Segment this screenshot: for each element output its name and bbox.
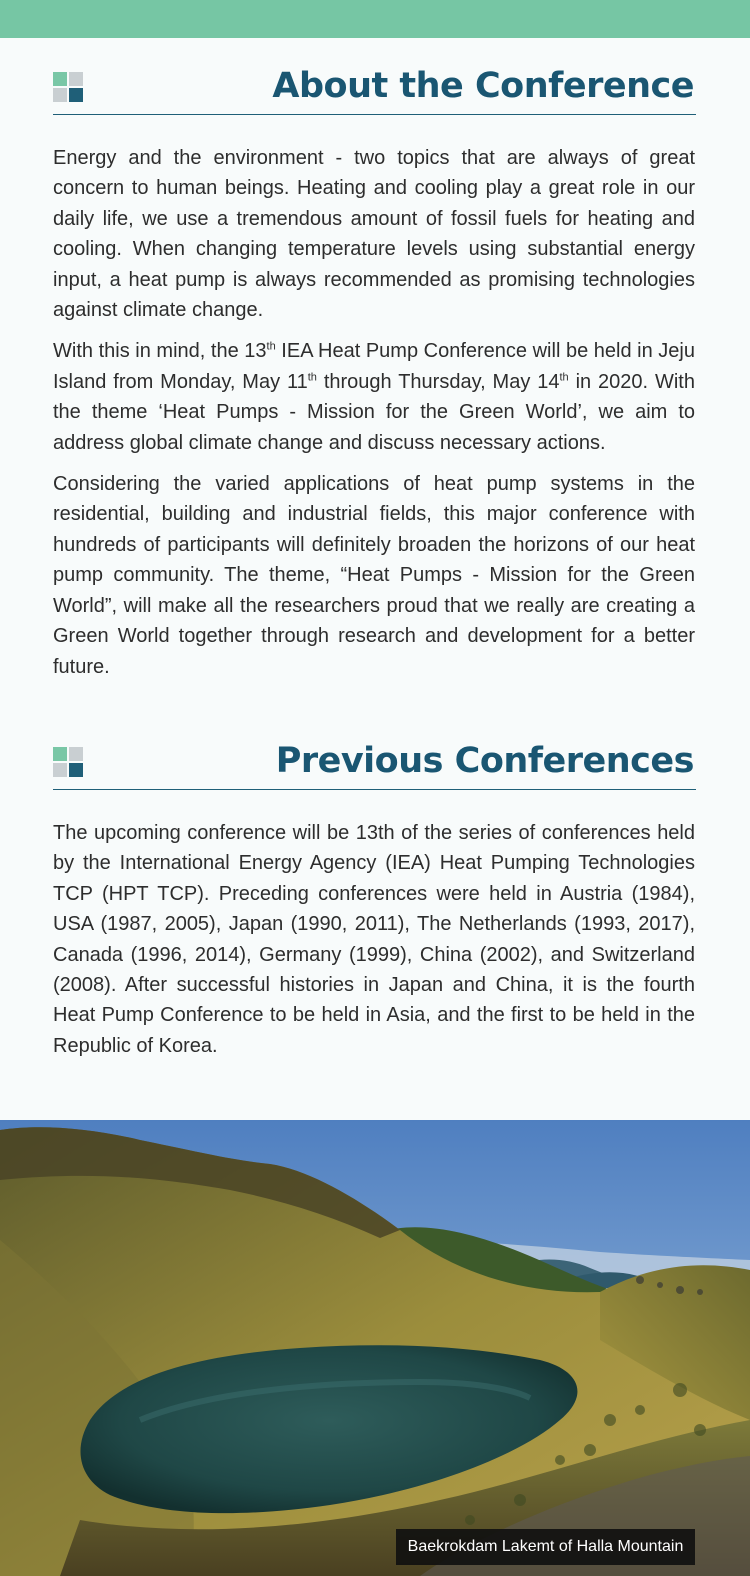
about-title: About the Conference bbox=[272, 66, 694, 106]
top-accent-bar bbox=[0, 0, 750, 38]
previous-title: Previous Conferences bbox=[275, 741, 694, 781]
about-paragraph-1: Energy and the environment - two topics that are always of great concern to human beings. Heating and cooling play a great role in our daily life, we use a tremendous amount of fossil fuels for heating and cooling. When changing temperature levels using substantial energy input, a heat pump is always recommended as promising technologies against climate change. bbox=[53, 147, 695, 322]
section-squares-icon bbox=[53, 747, 83, 777]
about-paragraph-3: Considering the varied applications of heat pump systems in the residential, building and industrial fields, this major conference with hundreds of participants will definitely broaden the horizons of our heat pump community. The theme, “Heat Pumps - Mission for the Green World”, will make all the researchers proud that we really are creating a Green World together through research and development for a better future. bbox=[53, 473, 695, 678]
previous-body bbox=[53, 818, 695, 1061]
previous-paragraph-1: The upcoming conference will be 13th of the series of conferences held by the International Energy Agency (IEA) Heat Pumping Technologies TCP (HPT TCP). Preceding conferences were held in Austria (1984), USA (1987, 2005), Japan (1990, 2011), The Netherlands (1993, 2017), Canada (1996, 2014), Germany (1999), China (2002), and Switzerland (2008). After successful histories in Japan and China, it is the fourth Heat Pump Conference to be held in Asia, and the first to be held in the Republic of Korea. bbox=[53, 822, 695, 1057]
photo-caption: Baekrokdam Lakemt of Halla Mountain bbox=[396, 1529, 695, 1565]
previous-section-header bbox=[53, 741, 696, 790]
section-squares-icon bbox=[53, 72, 83, 102]
crater-lake-photo bbox=[0, 1120, 750, 1576]
about-paragraph-2: With this in mind, the 13th IEA Heat Pump Conference will be held in Jeju Island from Monday, May 11th through Thursday, May 14th in 2020. With the theme ‘Heat Pumps - Mission for the Green World’, we aim to address global climate change and discuss necessary actions. bbox=[53, 340, 696, 454]
about-section-header bbox=[53, 66, 696, 115]
about-body bbox=[53, 143, 695, 682]
